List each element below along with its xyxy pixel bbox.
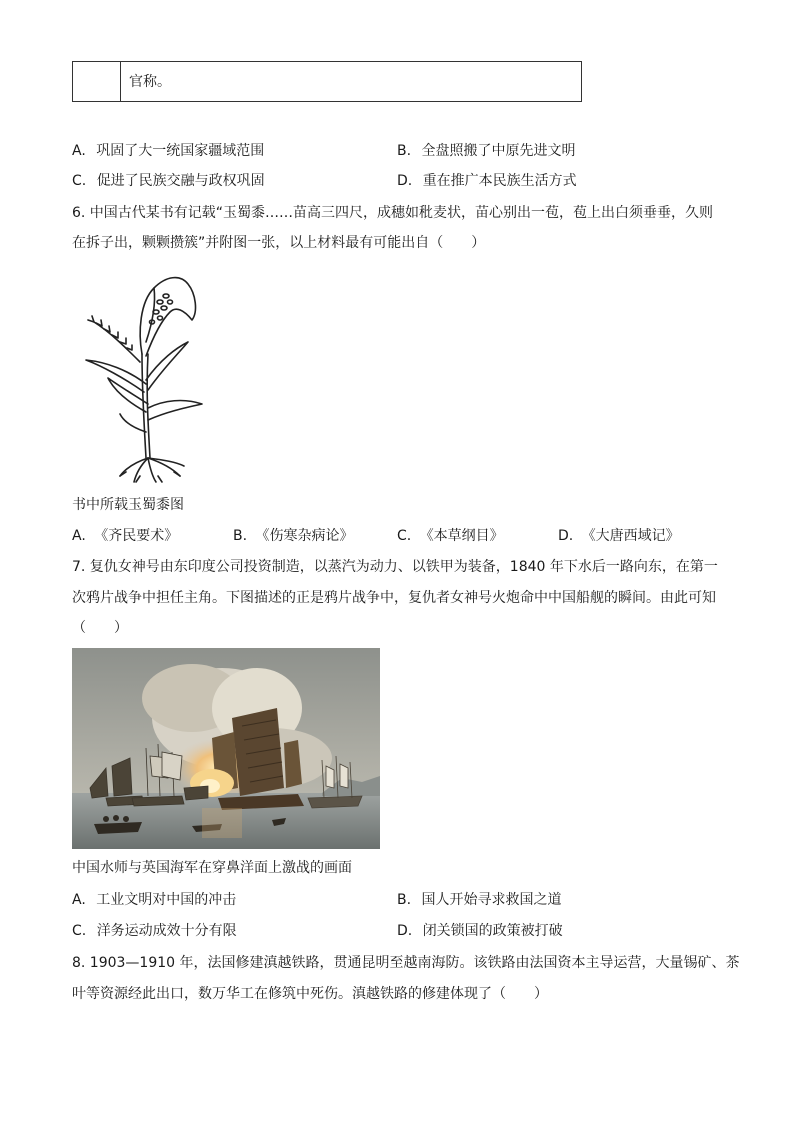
option-letter: A.: [72, 892, 86, 908]
table-fragment: [72, 61, 582, 102]
option-letter: A.: [72, 528, 86, 544]
q6-option-a[interactable]: [72, 526, 178, 546]
q6-option-d[interactable]: [558, 526, 680, 546]
q7-figure-caption: 中国水师与英国海军在穿鼻洋面上激战的画面: [72, 860, 352, 876]
q5-option-d[interactable]: [397, 171, 577, 191]
option-letter: C.: [72, 173, 87, 189]
q6-stem-line-2: 在拆子出，颗颗攒簇”并附图一张，以上材料最有可能出自（ ）: [72, 235, 486, 251]
q7-option-b[interactable]: [397, 890, 562, 910]
naval-battle-painting: [72, 648, 380, 849]
corn-plant-illustration: [80, 262, 208, 484]
q8-stem-line-1: 8. 1903—1910 年，法国修建滇越铁路，贯通昆明至越南海防。该铁路由法国资本主导运营，大量锡矿、茶: [72, 955, 740, 971]
option-letter: B.: [397, 143, 412, 159]
q5-option-c[interactable]: [72, 171, 265, 191]
q7-option-c[interactable]: [72, 921, 237, 941]
q5-option-b[interactable]: [397, 141, 576, 161]
option-text: 《伤寒杂病论》: [255, 528, 354, 544]
option-letter: D.: [558, 528, 574, 544]
option-text: 洋务运动成效十分有限: [96, 923, 237, 939]
q7-option-a[interactable]: [72, 890, 236, 910]
option-text: 《本草纲目》: [419, 528, 504, 544]
q6-option-c[interactable]: [397, 526, 504, 546]
option-letter: D.: [397, 923, 413, 939]
option-letter: B.: [233, 528, 248, 544]
option-text: 《齐民要术》: [94, 528, 179, 544]
option-letter: D.: [397, 173, 413, 189]
table-cell-text: 官称。: [129, 74, 171, 90]
q5-option-a[interactable]: [72, 141, 264, 161]
option-letter: C.: [72, 923, 87, 939]
q6-option-b[interactable]: [233, 526, 354, 546]
option-text: 全盘照搬了中原先进文明: [421, 143, 576, 159]
option-text: 重在推广本民族生活方式: [422, 173, 577, 189]
option-text: 国人开始寻求救国之道: [421, 892, 562, 908]
q6-figure-caption: 书中所载玉蜀黍图: [72, 497, 184, 513]
q7-stem-line-3: （ ）: [72, 620, 128, 636]
option-text: 《大唐西域记》: [581, 528, 680, 544]
option-text: 闭关锁国的政策被打破: [422, 923, 563, 939]
option-letter: A.: [72, 143, 86, 159]
q6-stem-line-1: 6. 中国古代某书有记载“玉蜀黍……苗高三四尺，成穗如秕麦状，苗心别出一苞，苞上出白须垂垂，久则: [72, 205, 714, 221]
option-letter: C.: [397, 528, 412, 544]
q7-stem-line-2: 次鸦片战争中担任主角。下图描述的正是鸦片战争中，复仇者女神号火炮命中中国船舰的瞬间。由此可知: [72, 590, 716, 606]
option-letter: B.: [397, 892, 412, 908]
option-text: 促进了民族交融与政权巩固: [96, 173, 265, 189]
q7-stem-line-1: 7. 复仇女神号由东印度公司投资制造，以蒸汽为动力、以铁甲为装备，1840 年下水后一路向东，在第一: [72, 559, 718, 575]
option-text: 巩固了大一统国家疆域范围: [96, 143, 265, 159]
table-divider: [120, 62, 121, 101]
q7-option-d[interactable]: [397, 921, 563, 941]
q8-stem-line-2: 叶等资源经此出口，数万华工在修筑中死伤。滇越铁路的修建体现了（ ）: [72, 986, 548, 1002]
option-text: 工业文明对中国的冲击: [96, 892, 237, 908]
